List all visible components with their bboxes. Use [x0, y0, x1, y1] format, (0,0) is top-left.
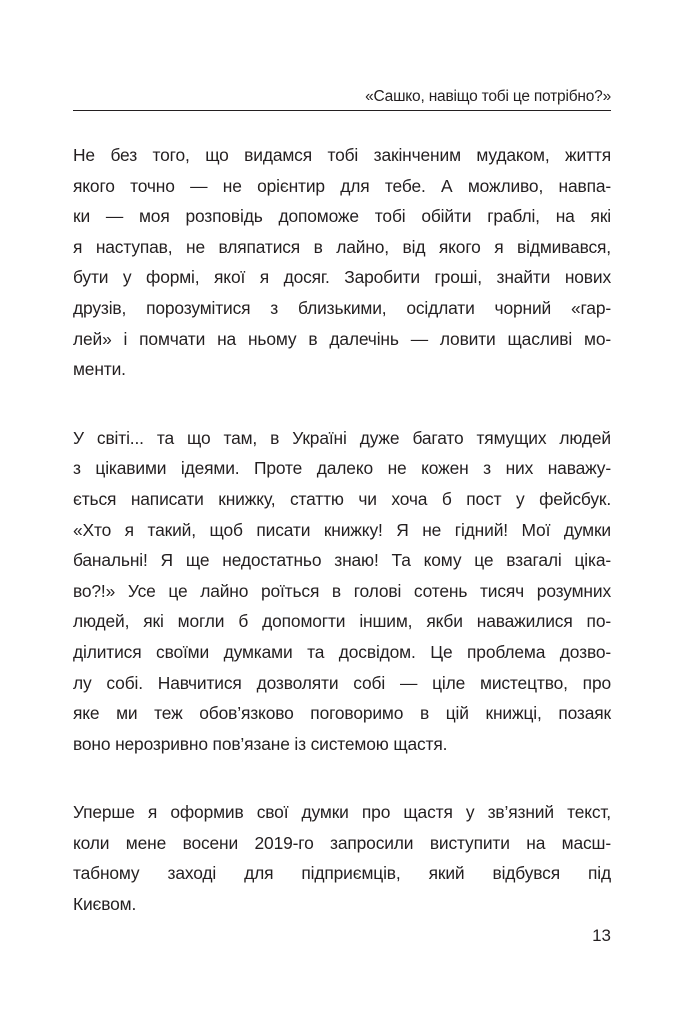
text-line: воно нерозривно пов’язане із системою щастя. — [73, 733, 448, 754]
text-line: я наступав, не вляпатися в лайно, від якого я відмивався, — [73, 236, 611, 257]
text-line: У світі... та що там, в Україні дуже багато тямущих людей — [73, 427, 611, 448]
text-line: друзів, порозумітися з близькими, осідлати чорний «гар- — [73, 297, 611, 318]
text-line: бути у формі, якої я досяг. Заробити гроші, знайти нових — [73, 267, 611, 288]
text-line: лей» і помчати на ньому в далечінь — ловити щасливі мо- — [73, 328, 611, 349]
running-head — [73, 88, 611, 111]
text-line: людей, які могли б допомогти іншим, якби наважилися по- — [73, 611, 611, 632]
text-line: з цікавими ідеями. Проте далеко не кожен з них наважу- — [73, 458, 611, 479]
text-line: Уперше я оформив свої думки про щастя у зв’язний текст, — [73, 802, 611, 823]
paragraph-1 — [73, 140, 611, 385]
text-line: Києвом. — [73, 894, 137, 915]
text-line: табному заході для підприємців, який відбувся під — [73, 863, 611, 884]
body-text — [73, 140, 611, 958]
text-line: ється написати книжку, статтю чи хоча б пост у фейсбук. — [73, 488, 611, 509]
paragraph-3 — [73, 797, 611, 919]
text-line: во?!» Усе це лайно роїться в голові сотень тисяч розумних — [73, 580, 611, 601]
text-line: коли мене восени 2019-го запросили виступити на масш- — [73, 832, 611, 853]
text-line: менти. — [73, 359, 126, 380]
page-number: 13 — [592, 926, 611, 945]
text-line: яке ми теж обов’язково поговоримо в цій книжці, позаяк — [73, 703, 611, 724]
text-line: лу собі. Навчитися дозволяти собі — ціле мистецтво, про — [73, 672, 611, 693]
text-line: «Хто я такий, щоб писати книжку! Я не гідний! Мої думки — [73, 519, 611, 540]
running-head-text: «Сашко, навіщо тобі це потрібно?» — [365, 88, 611, 105]
text-line: якого точно — не орієнтир для тебе. А можливо, навпа- — [73, 175, 611, 196]
text-line: ділитися своїми думками та досвідом. Це проблема дозво- — [73, 641, 611, 662]
text-line: ки — моя розповідь допоможе тобі обійти граблі, на які — [73, 206, 611, 227]
paragraph-2 — [73, 423, 611, 760]
text-line: Не без того, що видамся тобі закінченим мудаком, життя — [73, 145, 611, 165]
text-line: банальні! Я ще недостатньо знаю! Та кому це взагалі ціка- — [73, 550, 611, 571]
